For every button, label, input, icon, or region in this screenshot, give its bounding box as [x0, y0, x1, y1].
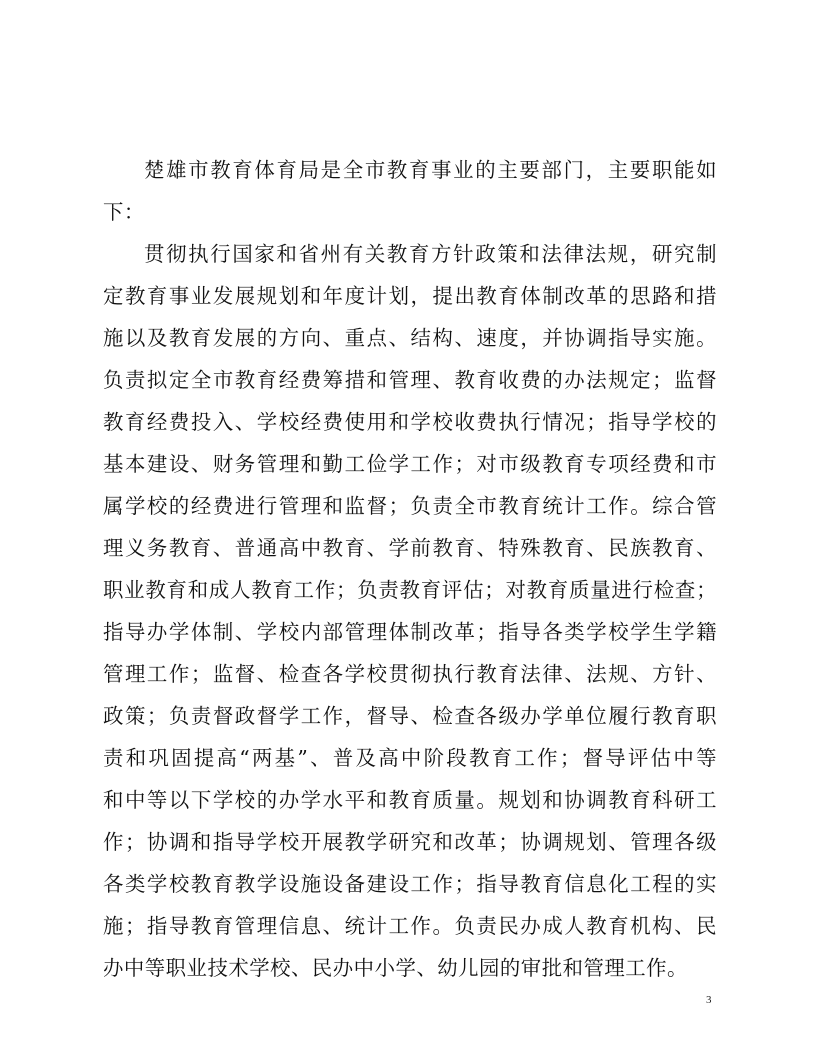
- text-line: 作；协调和指导学校开展教学研究和改革；协调规划、管理各级: [103, 830, 717, 854]
- text-line: 施；指导教育管理信息、统计工作。负责民办成人教育机构、民: [103, 914, 717, 938]
- text-line: 负责拟定全市教育经费筹措和管理、教育收费的办法规定；监督: [103, 368, 717, 392]
- text-line: 教育经费投入、学校经费使用和学校收费执行情况；指导学校的: [103, 410, 717, 434]
- text-line: 各类学校教育教学设施设备建设工作；指导教育信息化工程的实: [103, 872, 717, 896]
- text-line: 理义务教育、普通高中教育、学前教育、特殊教育、民族教育、: [103, 536, 717, 560]
- text-line: 办中等职业技术学校、民办中小学、幼儿园的审批和管理工作。: [103, 956, 688, 980]
- text-line: 楚雄市教育体育局是全市教育事业的主要部门，主要职能如: [144, 158, 717, 182]
- text-line: 基本建设、财务管理和勤工俭学工作；对市级教育专项经费和市: [103, 452, 717, 476]
- text-line: 职业教育和成人教育工作；负责教育评估；对教育质量进行检查；: [103, 578, 717, 602]
- text-line: 管理工作；监督、检查各学校贯彻执行教育法律、法规、方针、: [103, 662, 717, 686]
- page-number: 3: [706, 994, 712, 1006]
- text-line: 和中等以下学校的办学水平和教育质量。规划和协调教育科研工: [103, 788, 717, 812]
- text-line: 定教育事业发展规划和年度计划，提出教育体制改革的思路和措: [103, 284, 717, 308]
- paragraph-functions: [103, 233, 717, 989]
- body-text: [103, 149, 717, 989]
- text-line: 属学校的经费进行管理和监督；负责全市教育统计工作。综合管: [103, 494, 717, 518]
- paragraph-intro: [103, 149, 717, 233]
- text-line: 施以及教育发展的方向、重点、结构、速度，并协调指导实施。: [103, 326, 717, 350]
- text-line: 贯彻执行国家和省州有关教育方针政策和法律法规，研究制: [144, 242, 717, 266]
- text-line: 指导办学体制、学校内部管理体制改革；指导各类学校学生学籍: [103, 620, 717, 644]
- text-line: 下：: [103, 200, 145, 224]
- text-line: 政策；负责督政督学工作，督导、检查各级办学单位履行教育职: [103, 704, 717, 728]
- text-line: 责和巩固提高“两基”、普及高中阶段教育工作；督导评估中等: [103, 746, 717, 770]
